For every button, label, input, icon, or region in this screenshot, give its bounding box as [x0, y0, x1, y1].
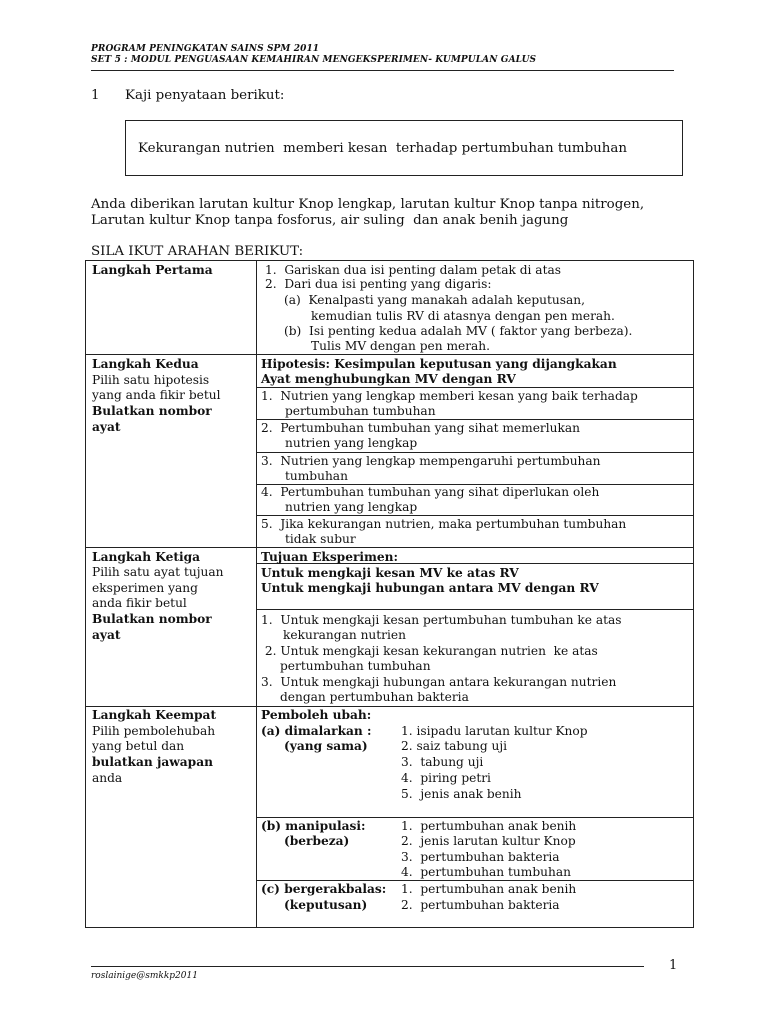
step3-bold: Bulatkan nombor: [92, 612, 212, 626]
step3-bold: ayat: [92, 628, 121, 642]
responding-variable-label: (c) bergerakbalas:: [261, 882, 387, 896]
step2-bold: ayat: [92, 420, 121, 434]
hypothesis-option-5[interactable]: 5. Jika kekurangan nutrien, maka pertumbuhan tumbuhan: [261, 517, 627, 531]
manipulated-option-1[interactable]: 1. pertumbuhan anak benih: [401, 819, 577, 833]
step1-item: (b) Isi penting kedua adalah MV ( faktor yang berbeza).: [284, 324, 633, 338]
hypothesis-option-2[interactable]: 2. Pertumbuhan tumbuhan yang sihat memerlukan: [261, 421, 580, 435]
constant-variable-sub: (yang sama): [284, 739, 368, 753]
hypothesis-option-2-cont: nutrien yang lengkap: [285, 436, 418, 450]
hypothesis-option-1-cont: pertumbuhan tumbuhan: [285, 404, 436, 418]
question-number: 1: [91, 88, 100, 103]
step2-heading: Hipotesis: Kesimpulan keputusan yang dijangkakan: [261, 357, 617, 371]
aim-option-3-cont: dengan pertumbuhan bakteria: [280, 690, 469, 704]
hypothesis-option-5-cont: tidak subur: [285, 532, 356, 546]
page-number: 1: [669, 958, 678, 973]
header-line-1: PROGRAM PENINGKATAN SAINS SPM 2011: [91, 44, 320, 54]
responding-option-1[interactable]: 1. pertumbuhan anak benih: [401, 882, 577, 896]
statement-box: [125, 120, 683, 176]
step4-desc: anda: [92, 771, 123, 785]
cell-divider: [256, 452, 694, 453]
materials-line-1: Anda diberikan larutan kultur Knop lengkap, larutan kultur Knop tanpa nitrogen,: [91, 197, 645, 212]
footer-author: roslainige@smkkp2011: [91, 971, 198, 981]
follow-instructions: SILA IKUT ARAHAN BERIKUT:: [91, 244, 304, 259]
step3-title: Langkah Ketiga: [92, 550, 201, 564]
aim-option-2-cont: pertumbuhan tumbuhan: [280, 659, 431, 673]
header-line-2: SET 5 : MODUL PENGUASAAN KEMAHIRAN MENGEKSPERIMEN- KUMPULAN GALUS: [91, 55, 537, 65]
aim-option-1[interactable]: 1. Untuk mengkaji kesan pertumbuhan tumbuhan ke atas: [261, 613, 622, 627]
constant-option-5[interactable]: 5. jenis anak benih: [401, 787, 522, 801]
hypothesis-option-3-cont: tumbuhan: [285, 469, 348, 483]
constant-option-4[interactable]: 4. piring petri: [401, 771, 491, 785]
step4-bold: bulatkan jawapan: [92, 755, 213, 769]
step4-desc: yang betul dan: [92, 739, 185, 753]
header-rule: [91, 70, 674, 71]
step3-desc: eksperimen yang: [92, 581, 198, 595]
responding-option-2[interactable]: 2. pertumbuhan bakteria: [401, 898, 560, 912]
constant-variable-label: (a) dimalarkan :: [261, 724, 372, 738]
step4-heading: Pemboleh ubah:: [261, 708, 372, 722]
step1-item: 1. Gariskan dua isi penting dalam petak di atas: [265, 263, 561, 277]
step3-subheading: Untuk mengkaji kesan MV ke atas RV: [261, 566, 519, 580]
step3-heading: Tujuan Eksperimen:: [261, 550, 399, 564]
aim-option-2[interactable]: 2. Untuk mengkaji kesan kekurangan nutrien ke atas: [261, 644, 598, 658]
footer-rule: [91, 966, 644, 967]
manipulated-option-3[interactable]: 3. pertumbuhan bakteria: [401, 850, 560, 864]
step1-item: Tulis MV dengan pen merah.: [311, 339, 491, 353]
hypothesis-option-1[interactable]: 1. Nutrien yang lengkap memberi kesan yang baik terhadap: [261, 389, 638, 403]
step2-title: Langkah Kedua: [92, 357, 199, 371]
statement-text: Kekurangan nutrien memberi kesan terhadap pertumbuhan tumbuhan: [138, 141, 628, 156]
constant-option-2[interactable]: 2. saiz tabung uji: [401, 739, 508, 753]
step1-title: Langkah Pertama: [92, 263, 213, 277]
step2-desc: yang anda fikir betul: [92, 388, 221, 402]
manipulated-option-2[interactable]: 2. jenis larutan kultur Knop: [401, 834, 576, 848]
responding-variable-sub: (keputusan): [284, 898, 368, 912]
step4-title: Langkah Keempat: [92, 708, 217, 722]
cell-divider: [256, 817, 694, 818]
step2-subheading: Ayat menghubungkan MV dengan RV: [261, 372, 516, 386]
hypothesis-option-3[interactable]: 3. Nutrien yang lengkap mempengaruhi pertumbuhan: [261, 454, 601, 468]
step3-subheading: Untuk mengkaji hubungan antara MV dengan RV: [261, 581, 599, 595]
constant-option-3[interactable]: 3. tabung uji: [401, 755, 484, 769]
row-divider: [85, 547, 694, 548]
step3-desc: anda fikir betul: [92, 596, 187, 610]
step1-item: 2. Dari dua isi penting yang digaris:: [265, 277, 492, 291]
row-divider: [85, 706, 694, 707]
step4-desc: Pilih pembolehubah: [92, 724, 216, 738]
step3-desc: Pilih satu ayat tujuan: [92, 565, 224, 579]
manipulated-variable-label: (b) manipulasi:: [261, 819, 366, 833]
constant-option-1[interactable]: 1. isipadu larutan kultur Knop: [401, 724, 588, 738]
manipulated-variable-sub: (berbeza): [284, 834, 350, 848]
step1-item: (a) Kenalpasti yang manakah adalah keputusan,: [284, 293, 585, 307]
cell-divider: [256, 609, 694, 610]
hypothesis-option-4[interactable]: 4. Pertumbuhan tumbuhan yang sihat diperlukan oleh: [261, 485, 600, 499]
question-instruction: Kaji penyataan berikut:: [125, 88, 285, 103]
aim-option-3[interactable]: 3. Untuk mengkaji hubungan antara kekurangan nutrien: [261, 675, 617, 689]
step1-item: kemudian tulis RV di atasnya dengan pen merah.: [311, 309, 615, 323]
hypothesis-option-4-cont: nutrien yang lengkap: [285, 500, 418, 514]
table-column-divider: [256, 260, 257, 928]
aim-option-1-cont: kekurangan nutrien: [283, 628, 406, 642]
step2-bold: Bulatkan nombor: [92, 404, 212, 418]
manipulated-option-4[interactable]: 4. pertumbuhan tumbuhan: [401, 865, 571, 879]
materials-line-2: Larutan kultur Knop tanpa fosforus, air suling dan anak benih jagung: [91, 213, 569, 228]
step2-desc: Pilih satu hipotesis: [92, 373, 210, 387]
